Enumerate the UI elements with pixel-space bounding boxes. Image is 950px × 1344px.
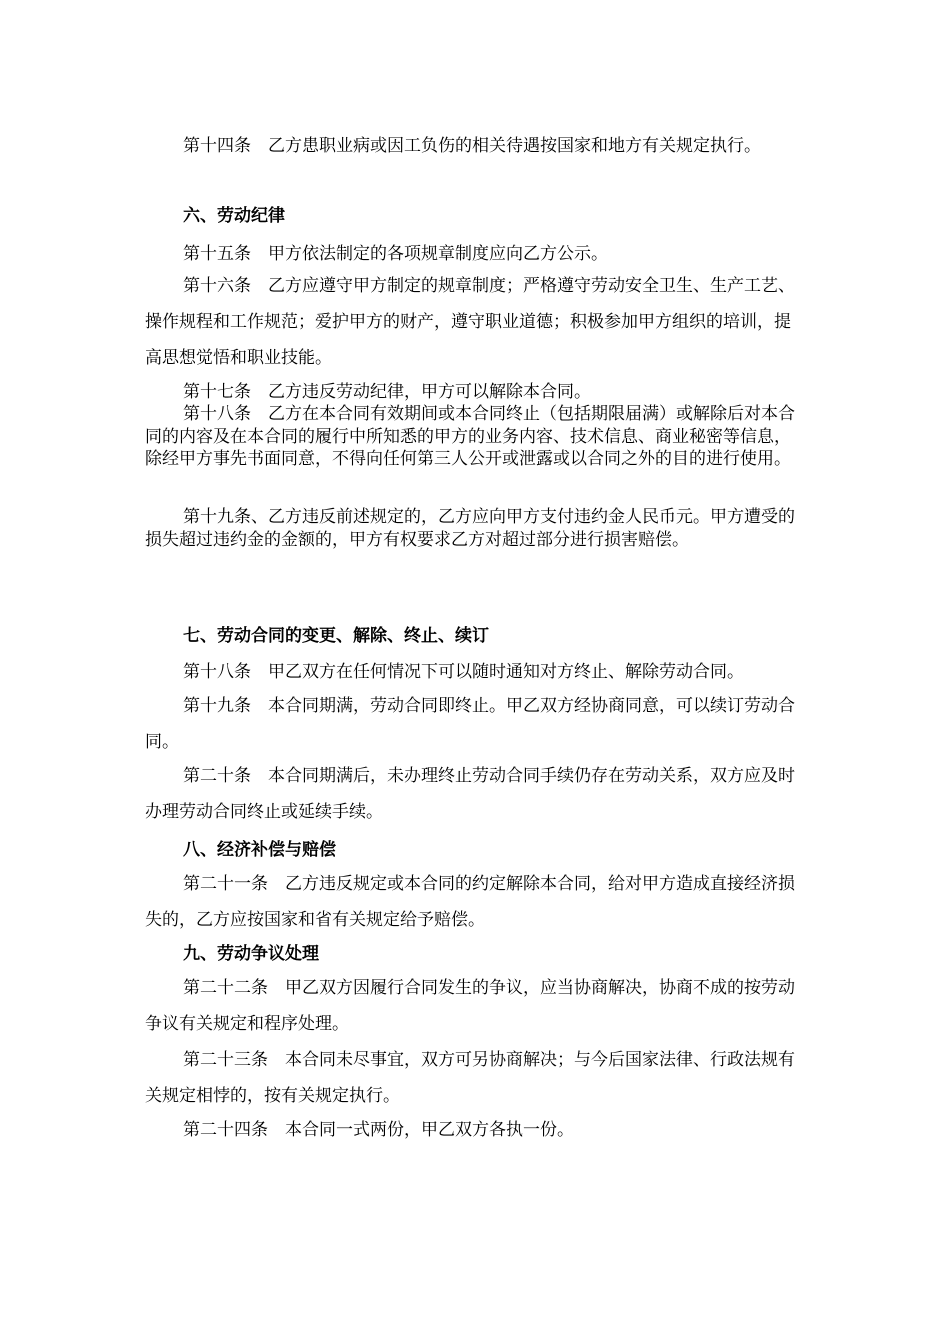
article-23: 第二十三条 本合同未尽事宜，双方可另协商解决；与今后国家法律、行政法规有关规定相悖的，按有关规定执行。: [145, 1050, 795, 1106]
article-15: 第十五条 甲方依法制定的各项规章制度应向乙方公示。: [183, 244, 608, 264]
article-18-termination: 第十八条 甲乙双方在任何情况下可以随时通知对方终止、解除劳动合同。: [183, 662, 744, 682]
section-8-heading: 八、经济补偿与赔偿: [183, 840, 336, 860]
article-21: 第二十一条 乙方违反规定或本合同的约定解除本合同，给对甲方造成直接经济损失的，乙方应按国家和省有关规定给予赔偿。: [145, 874, 795, 930]
article-19-penalty: 第十九条、乙方违反前述规定的，乙方应向甲方支付违约金人民币元。甲方遭受的损失超过违约金的金额的，甲方有权要求乙方对超过部分进行损害赔偿。: [145, 507, 795, 550]
article-14: 第十四条 乙方患职业病或因工负伤的相关待遇按国家和地方有关规定执行。: [183, 136, 761, 156]
article-20: 第二十条 本合同期满后，未办理终止劳动合同手续仍存在劳动关系，双方应及时办理劳动合同终止或延续手续。: [145, 766, 795, 822]
section-7-heading: 七、劳动合同的变更、解除、终止、续订: [183, 626, 489, 646]
article-19-expiry: 第十九条 本合同期满，劳动合同即终止。甲乙双方经协商同意，可以续订劳动合同。: [145, 696, 795, 752]
section-9-heading: 九、劳动争议处理: [183, 944, 319, 964]
article-18-confidentiality: 第十八条 乙方在本合同有效期间或本合同终止（包括期限届满）或解除后对本合同的内容及在本合同的履行中所知悉的甲方的业务内容、技术信息、商业秘密等信息，除经甲方事先书面同意，不得向任何第三人公开或泄露或以合同之外的目的进行使用。: [145, 404, 795, 469]
article-22: 第二十二条 甲乙双方因履行合同发生的争议，应当协商解决，协商不成的按劳动争议有关规定和程序处理。: [145, 978, 795, 1034]
article-16: 第十六条 乙方应遵守甲方制定的规章制度；严格遵守劳动安全卫生、生产工艺、操作规程和工作规范；爱护甲方的财产，遵守职业道德；积极参加甲方组织的培训，提高思想觉悟和职业技能。: [145, 276, 795, 368]
article-17: 第十七条 乙方违反劳动纪律，甲方可以解除本合同。: [183, 382, 591, 402]
article-24: 第二十四条 本合同一式两份，甲乙双方各执一份。: [183, 1120, 574, 1140]
section-6-heading: 六、劳动纪律: [183, 206, 285, 226]
